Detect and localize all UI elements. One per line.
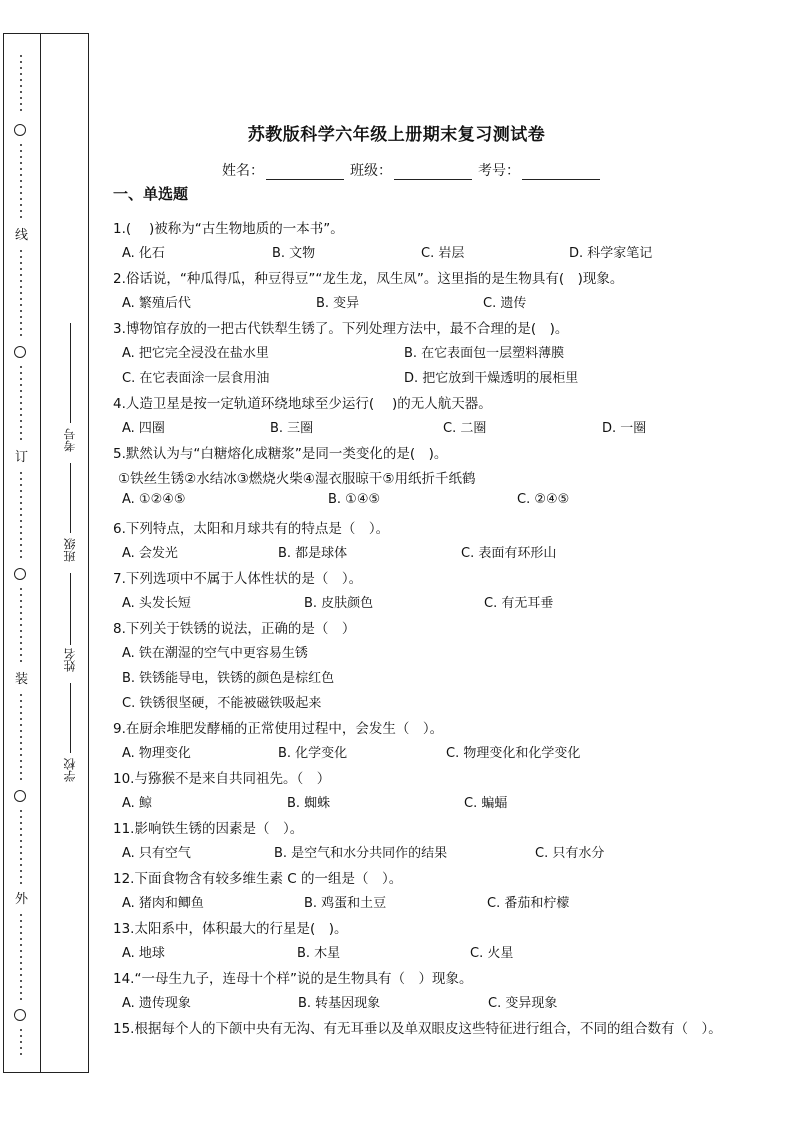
- name-field[interactable]: [266, 163, 344, 180]
- answer-option[interactable]: C. 火星: [470, 946, 514, 961]
- question-stem: 7.下列选项中不属于人体性状的是（ ）。: [113, 571, 363, 587]
- binding-dots: [19, 470, 23, 560]
- page-title: 苏教版科学六年级上册期末复习测试卷: [247, 125, 546, 145]
- answer-option[interactable]: C. 番茄和柠檬: [487, 896, 570, 911]
- answer-option[interactable]: C. 二圈: [443, 421, 487, 436]
- binding-dots: [19, 692, 23, 782]
- answer-option[interactable]: C. 有无耳垂: [484, 596, 554, 611]
- binding-line-name: [70, 573, 71, 645]
- question-stem: 12.下面食物含有较多维生素 C 的一组是（ ）。: [113, 871, 403, 887]
- binding-dots: [19, 1027, 23, 1057]
- binding-dots: [19, 912, 23, 1002]
- answer-option[interactable]: B. 都是球体: [278, 546, 348, 561]
- binding-char: 装: [14, 672, 28, 687]
- answer-option[interactable]: A. 头发长短: [122, 596, 191, 611]
- answer-option[interactable]: B. 三圈: [270, 421, 314, 436]
- answer-option[interactable]: B. 木星: [297, 946, 341, 961]
- section-heading: 一、单选题: [113, 185, 189, 203]
- answer-option[interactable]: C. 岩层: [421, 246, 465, 261]
- answer-option[interactable]: A. 猪肉和鲫鱼: [122, 896, 204, 911]
- answer-option[interactable]: A. 四圈: [122, 421, 165, 436]
- binding-dots: [19, 53, 23, 113]
- answer-option[interactable]: D. 科学家笔记: [569, 246, 653, 261]
- binding-dots: [19, 248, 23, 338]
- answer-option[interactable]: A. 会发光: [122, 546, 178, 561]
- number-field[interactable]: [522, 163, 600, 180]
- binding-circle: [14, 1009, 26, 1021]
- binding-char: 外: [14, 892, 28, 907]
- question-stem: 8.下列关于铁锈的说法，正确的是（ ）: [113, 621, 356, 637]
- answer-option[interactable]: A. 遗传现象: [122, 996, 191, 1011]
- question-stem: 5.默然认为与“白糖熔化成糖浆”是同一类变化的是( )。: [113, 446, 448, 462]
- answer-option[interactable]: B. 是空气和水分共同作的结果: [274, 846, 448, 861]
- question-stem: 15.根据每个人的下颌中央有无沟、有无耳垂以及单双眼皮这些特征进行组合，不同的组合数有（ ）。: [113, 1021, 722, 1037]
- answer-option[interactable]: B. 铁锈能导电，铁锈的颜色是棕红色: [122, 671, 335, 686]
- answer-option[interactable]: B. 鸡蛋和土豆: [304, 896, 387, 911]
- binding-circle: [14, 790, 26, 802]
- binding-dots: [19, 142, 23, 220]
- answer-option[interactable]: B. 皮肤颜色: [304, 596, 374, 611]
- answer-option[interactable]: A. 繁殖后代: [122, 296, 191, 311]
- binding-label-class: 班级: [63, 538, 77, 562]
- question-stem: 4.人造卫星是按一定轨道环绕地球至少运行( )的无人航天器。: [113, 396, 492, 412]
- question-stem: 3.博物馆存放的一把古代铁犁生锈了。下列处理方法中，最不合理的是( )。: [113, 321, 569, 337]
- answer-option[interactable]: D. 一圈: [602, 421, 647, 436]
- answer-option[interactable]: A. 铁在潮湿的空气中更容易生锈: [122, 646, 308, 661]
- answer-option[interactable]: C. 在它表面涂一层食用油: [122, 371, 270, 386]
- answer-option[interactable]: B. 转基因现象: [298, 996, 381, 1011]
- question-stem: 11.影响铁生锈的因素是（ ）。: [113, 821, 304, 837]
- answer-option[interactable]: A. ①②④⑤: [122, 492, 186, 507]
- binding-label-name: 姓名: [63, 648, 77, 672]
- question-stem: 6.下列特点，太阳和月球共有的特点是（ ）。: [113, 521, 390, 537]
- binding-circle: [14, 346, 26, 358]
- answer-option[interactable]: C. 只有水分: [535, 846, 605, 861]
- binding-label-school: 学校: [63, 758, 77, 782]
- answer-option[interactable]: A. 只有空气: [122, 846, 191, 861]
- answer-option[interactable]: C. 表面有环形山: [461, 546, 557, 561]
- binding-char: 订: [14, 450, 28, 465]
- student-info-row: [222, 160, 606, 180]
- answer-option[interactable]: A. 把它完全浸没在盐水里: [122, 346, 269, 361]
- name-label: 姓名：: [222, 163, 264, 179]
- answer-option[interactable]: C. 物理变化和化学变化: [446, 746, 581, 761]
- answer-option[interactable]: A. 鲸: [122, 796, 152, 811]
- binding-label-number: 考号: [63, 428, 77, 452]
- class-label: 班级：: [350, 163, 392, 179]
- binding-dots: [19, 808, 23, 886]
- answer-option[interactable]: C. 变异现象: [488, 996, 558, 1011]
- answer-option[interactable]: D. 把它放到干燥透明的展柜里: [404, 371, 579, 386]
- binding-line-school: [70, 683, 71, 753]
- answer-option[interactable]: B. 文物: [272, 246, 316, 261]
- question-stem: 13.太阳系中，体积最大的行星是( )。: [113, 921, 348, 937]
- answer-option[interactable]: B. 蜘蛛: [287, 796, 331, 811]
- binding-line-number: [70, 323, 71, 423]
- question-items: ①铁丝生锈②水结冰③燃烧火柴④湿衣服晾干⑤用纸折千纸鹤: [118, 471, 476, 487]
- answer-option[interactable]: C. 铁锈很坚硬，不能被磁铁吸起来: [122, 696, 322, 711]
- answer-option[interactable]: B. 化学变化: [278, 746, 348, 761]
- binding-circle: [14, 568, 26, 580]
- answer-option[interactable]: B. 在它表面包一层塑料薄膜: [404, 346, 565, 361]
- class-field[interactable]: [394, 163, 472, 180]
- answer-option[interactable]: A. 化石: [122, 246, 165, 261]
- answer-option[interactable]: C. 遗传: [483, 296, 527, 311]
- answer-option[interactable]: C. ②④⑤: [517, 492, 570, 507]
- answer-option[interactable]: B. 变异: [316, 296, 360, 311]
- binding-margin: [3, 33, 89, 1073]
- answer-option[interactable]: A. 物理变化: [122, 746, 191, 761]
- binding-line-class: [70, 463, 71, 533]
- answer-option[interactable]: A. 地球: [122, 946, 165, 961]
- binding-dots: [19, 364, 23, 442]
- number-label: 考号：: [478, 163, 520, 179]
- answer-option[interactable]: C. 蝙蝠: [464, 796, 508, 811]
- answer-option[interactable]: B. ①④⑤: [328, 492, 381, 507]
- binding-char: 线: [14, 228, 28, 243]
- question-stem: 10.与猕猴不是来自共同祖先。（ ）: [113, 771, 331, 787]
- question-stem: 9.在厨余堆肥发酵桶的正常使用过程中，会发生（ ）。: [113, 721, 444, 737]
- binding-dots: [19, 586, 23, 664]
- question-stem: 2.俗话说，“种瓜得瓜，种豆得豆”“龙生龙，凤生凤”。这里指的是生物具有( )现象。: [113, 271, 624, 287]
- question-stem: 1.( )被称为“古生物地质的一本书”。: [113, 221, 344, 237]
- question-stem: 14.“一母生九子，连母十个样”说的是生物具有（ ）现象。: [113, 971, 473, 987]
